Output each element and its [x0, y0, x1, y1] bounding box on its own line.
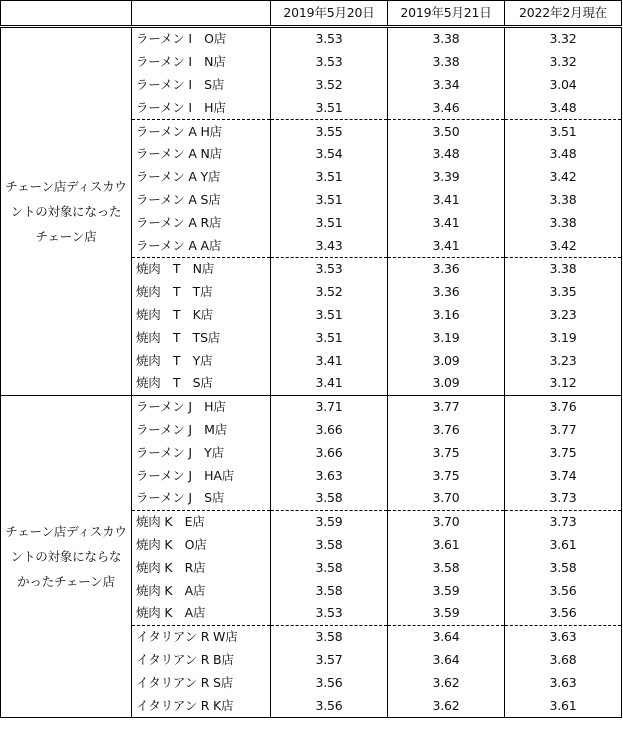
store-name-cell: ラーメン A R店: [132, 211, 271, 234]
table-row: [1, 395, 622, 418]
rating-2022-02-cell: 3.48: [505, 96, 622, 119]
store-name-cell: ラーメン A H店: [132, 120, 271, 143]
rating-2022-02-cell: 3.56: [505, 602, 622, 625]
store-name-cell: 焼肉 K A店: [132, 602, 271, 625]
rating-2022-02-cell: 3.35: [505, 281, 622, 304]
rating-2019-05-20-cell: 3.66: [271, 441, 388, 464]
group-label: チェーン店ディスカウントの対象になったチェーン店: [1, 27, 132, 396]
rating-2019-05-20-cell: 3.53: [271, 51, 388, 74]
store-name-cell: イタリアン R B店: [132, 649, 271, 672]
store-name-cell: ラーメン A S店: [132, 189, 271, 212]
store-name-cell: 焼肉 K O店: [132, 534, 271, 557]
rating-2019-05-21-cell: 3.41: [388, 234, 505, 257]
rating-2022-02-cell: 3.76: [505, 395, 622, 418]
store-name-cell: 焼肉 T Y店: [132, 349, 271, 372]
rating-2019-05-20-cell: 3.52: [271, 74, 388, 97]
rating-2019-05-21-cell: 3.50: [388, 120, 505, 143]
rating-2019-05-20-cell: 3.53: [271, 257, 388, 280]
rating-2019-05-20-cell: 3.58: [271, 487, 388, 510]
rating-2019-05-21-cell: 3.77: [388, 395, 505, 418]
rating-2019-05-21-cell: 3.70: [388, 487, 505, 510]
rating-2019-05-21-cell: 3.75: [388, 464, 505, 487]
header-row: [1, 1, 622, 27]
rating-2019-05-20-cell: 3.55: [271, 120, 388, 143]
store-name-cell: イタリアン R W店: [132, 625, 271, 648]
rating-2019-05-20-cell: 3.58: [271, 534, 388, 557]
rating-2019-05-21-cell: 3.58: [388, 556, 505, 579]
store-name-cell: ラーメン I S店: [132, 74, 271, 97]
store-name-cell: ラーメン A Y店: [132, 166, 271, 189]
store-name-cell: イタリアン R K店: [132, 694, 271, 717]
rating-2019-05-21-cell: 3.46: [388, 96, 505, 119]
rating-2019-05-20-cell: 3.58: [271, 625, 388, 648]
table-row: [1, 27, 622, 51]
rating-2022-02-cell: 3.74: [505, 464, 622, 487]
rating-2022-02-cell: 3.32: [505, 27, 622, 51]
rating-2019-05-21-cell: 3.62: [388, 694, 505, 717]
rating-2022-02-cell: 3.04: [505, 74, 622, 97]
rating-2019-05-21-cell: 3.34: [388, 74, 505, 97]
table-body: [1, 27, 622, 718]
store-name-cell: 焼肉 T T店: [132, 281, 271, 304]
rating-2022-02-cell: 3.42: [505, 234, 622, 257]
rating-2022-02-cell: 3.75: [505, 441, 622, 464]
rating-2022-02-cell: 3.68: [505, 649, 622, 672]
rating-2019-05-21-cell: 3.36: [388, 257, 505, 280]
rating-2019-05-21-cell: 3.41: [388, 189, 505, 212]
rating-2022-02-cell: 3.58: [505, 556, 622, 579]
store-name-cell: 焼肉 K R店: [132, 556, 271, 579]
rating-2019-05-21-cell: 3.70: [388, 510, 505, 533]
header-cell-store: [132, 1, 271, 27]
rating-2019-05-21-cell: 3.38: [388, 51, 505, 74]
rating-2022-02-cell: 3.38: [505, 257, 622, 280]
rating-2019-05-20-cell: 3.66: [271, 419, 388, 442]
rating-2022-02-cell: 3.48: [505, 143, 622, 166]
rating-2022-02-cell: 3.19: [505, 326, 622, 349]
rating-2019-05-20-cell: 3.53: [271, 27, 388, 51]
rating-2022-02-cell: 3.38: [505, 189, 622, 212]
store-name-cell: 焼肉 K A店: [132, 579, 271, 602]
store-name-cell: ラーメン I O店: [132, 27, 271, 51]
rating-2022-02-cell: 3.23: [505, 304, 622, 327]
rating-2022-02-cell: 3.73: [505, 510, 622, 533]
rating-2019-05-20-cell: 3.52: [271, 281, 388, 304]
store-name-cell: ラーメン J Y店: [132, 441, 271, 464]
rating-2019-05-20-cell: 3.56: [271, 671, 388, 694]
store-name-cell: ラーメン I N店: [132, 51, 271, 74]
rating-2022-02-cell: 3.23: [505, 349, 622, 372]
rating-2019-05-20-cell: 3.51: [271, 304, 388, 327]
rating-2022-02-cell: 3.42: [505, 166, 622, 189]
rating-2019-05-21-cell: 3.41: [388, 211, 505, 234]
rating-2022-02-cell: 3.63: [505, 671, 622, 694]
rating-2019-05-20-cell: 3.56: [271, 694, 388, 717]
rating-2019-05-20-cell: 3.41: [271, 349, 388, 372]
rating-2019-05-20-cell: 3.54: [271, 143, 388, 166]
rating-2019-05-20-cell: 3.63: [271, 464, 388, 487]
store-name-cell: 焼肉 T K店: [132, 304, 271, 327]
rating-2019-05-20-cell: 3.53: [271, 602, 388, 625]
store-name-cell: ラーメン J H店: [132, 395, 271, 418]
store-name-cell: ラーメン J M店: [132, 419, 271, 442]
rating-2019-05-20-cell: 3.57: [271, 649, 388, 672]
rating-2019-05-21-cell: 3.59: [388, 602, 505, 625]
rating-2019-05-21-cell: 3.75: [388, 441, 505, 464]
rating-2019-05-20-cell: 3.51: [271, 326, 388, 349]
store-name-cell: 焼肉 K E店: [132, 510, 271, 533]
header-cell-2022-02: 2022年2月現在: [505, 1, 622, 27]
rating-2019-05-20-cell: 3.41: [271, 372, 388, 395]
rating-2019-05-20-cell: 3.58: [271, 556, 388, 579]
rating-2022-02-cell: 3.61: [505, 534, 622, 557]
rating-2019-05-21-cell: 3.09: [388, 372, 505, 395]
rating-2019-05-21-cell: 3.62: [388, 671, 505, 694]
rating-2019-05-20-cell: 3.43: [271, 234, 388, 257]
rating-2019-05-20-cell: 3.59: [271, 510, 388, 533]
store-name-cell: ラーメン A A店: [132, 234, 271, 257]
rating-2022-02-cell: 3.61: [505, 694, 622, 717]
store-name-cell: イタリアン R S店: [132, 671, 271, 694]
header-cell-2019-05-20: 2019年5月20日: [271, 1, 388, 27]
rating-2019-05-21-cell: 3.09: [388, 349, 505, 372]
rating-2019-05-21-cell: 3.59: [388, 579, 505, 602]
group-label: チェーン店ディスカウントの対象にならなかったチェーン店: [1, 395, 132, 717]
store-name-cell: 焼肉 T S店: [132, 372, 271, 395]
rating-2019-05-21-cell: 3.64: [388, 625, 505, 648]
rating-2019-05-21-cell: 3.16: [388, 304, 505, 327]
rating-2019-05-21-cell: 3.19: [388, 326, 505, 349]
rating-2022-02-cell: 3.51: [505, 120, 622, 143]
store-name-cell: ラーメン A N店: [132, 143, 271, 166]
rating-2019-05-21-cell: 3.61: [388, 534, 505, 557]
rating-2022-02-cell: 3.38: [505, 211, 622, 234]
rating-2019-05-20-cell: 3.58: [271, 579, 388, 602]
store-name-cell: ラーメン J S店: [132, 487, 271, 510]
rating-2022-02-cell: 3.77: [505, 419, 622, 442]
store-name-cell: ラーメン J HA店: [132, 464, 271, 487]
rating-2019-05-20-cell: 3.51: [271, 96, 388, 119]
rating-2019-05-20-cell: 3.51: [271, 211, 388, 234]
rating-2019-05-21-cell: 3.38: [388, 27, 505, 51]
rating-2019-05-20-cell: 3.51: [271, 189, 388, 212]
store-name-cell: ラーメン I H店: [132, 96, 271, 119]
store-name-cell: 焼肉 T N店: [132, 257, 271, 280]
rating-2019-05-20-cell: 3.51: [271, 166, 388, 189]
rating-2019-05-21-cell: 3.48: [388, 143, 505, 166]
rating-2019-05-21-cell: 3.64: [388, 649, 505, 672]
rating-2022-02-cell: 3.32: [505, 51, 622, 74]
header-cell-2019-05-21: 2019年5月21日: [388, 1, 505, 27]
rating-2019-05-21-cell: 3.36: [388, 281, 505, 304]
rating-2022-02-cell: 3.12: [505, 372, 622, 395]
rating-2019-05-20-cell: 3.71: [271, 395, 388, 418]
rating-2022-02-cell: 3.63: [505, 625, 622, 648]
header-cell-group: [1, 1, 132, 27]
rating-2022-02-cell: 3.56: [505, 579, 622, 602]
rating-2022-02-cell: 3.73: [505, 487, 622, 510]
store-name-cell: 焼肉 T TS店: [132, 326, 271, 349]
rating-2019-05-21-cell: 3.39: [388, 166, 505, 189]
rating-2019-05-21-cell: 3.76: [388, 419, 505, 442]
